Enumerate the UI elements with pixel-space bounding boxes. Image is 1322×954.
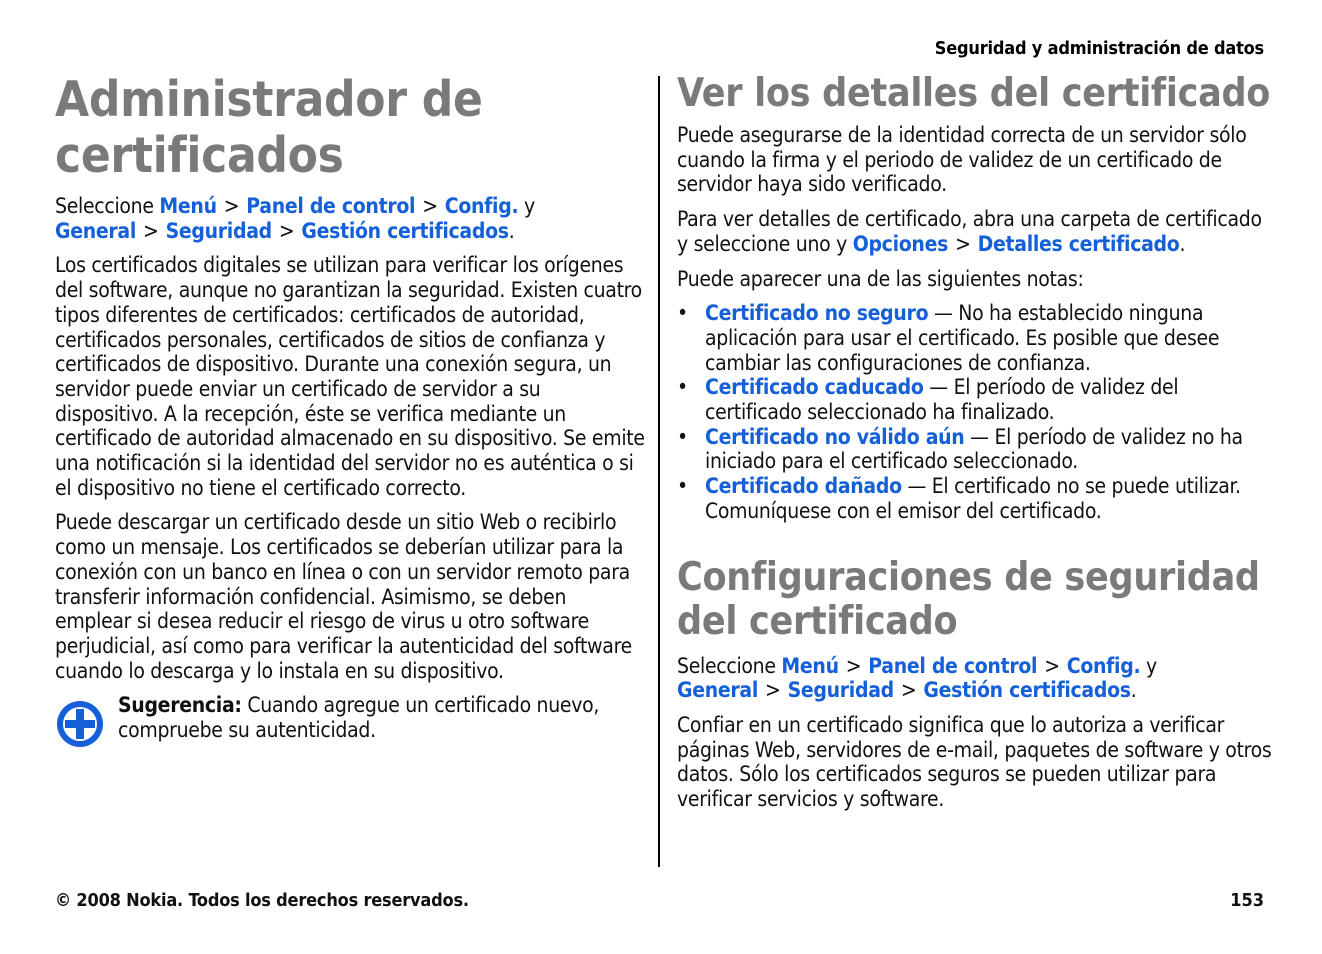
details-paragraph-1: Puede asegurarse de la identidad correcta de un servidor sólo cuando la firma y el periodo de validez de un certificado de servidor haya sido verificado. [677, 123, 1247, 197]
section-heading-details: Ver los detalles del certificado [677, 71, 1271, 116]
nav-separator: > [143, 218, 159, 243]
nav-path [55, 194, 647, 243]
note-desc: — No ha establecido ninguna aplicación para usar el certificado. Es posible que desee cambiar las configuraciones de confianza. [705, 301, 1220, 375]
nav-link-gestion-certificados[interactable]: Gestión certificados [923, 678, 1131, 703]
bullet: • [677, 375, 688, 400]
tip-text [118, 693, 647, 742]
nav-end: . [1130, 678, 1137, 703]
column-divider [658, 76, 660, 867]
notes-list [677, 301, 1277, 523]
nav-separator: > [900, 678, 917, 703]
right-column [677, 72, 1277, 812]
nav-prefix: Seleccione [677, 653, 776, 678]
link-opciones[interactable]: Opciones [852, 231, 949, 256]
plus-circle-icon [55, 699, 105, 749]
nav-separator: > [955, 231, 971, 256]
nav-separator: > [278, 218, 295, 243]
nav-link-general[interactable]: General [677, 678, 759, 703]
note-term[interactable]: Certificado caducado [705, 375, 924, 400]
list-item [677, 375, 1277, 424]
nav-separator: > [1044, 653, 1060, 678]
notes-intro: Puede aparecer una de las siguientes notas: [677, 266, 1084, 291]
nav-link-general[interactable]: General [55, 218, 137, 243]
left-column [55, 72, 647, 743]
nav-path-2 [677, 654, 1277, 703]
note-term[interactable]: Certificado dañado [705, 474, 902, 499]
section-heading-line2: del certificado [677, 598, 958, 644]
footer-copyright: © 2008 Nokia. Todos los derechos reservados. [55, 890, 469, 911]
bullet: • [677, 301, 688, 326]
nav-link-seguridad[interactable]: Seguridad [165, 218, 272, 243]
note-term[interactable]: Certificado no seguro [705, 301, 929, 326]
tip-body: Cuando agregue un certificado nuevo, compruebe su autenticidad. [118, 693, 600, 743]
details-paragraph-2-text: Para ver detalles de certificado, abra una carpeta de certificado y seleccione uno y [677, 207, 1262, 256]
tip-box [55, 693, 647, 742]
nav-link-config[interactable]: Config. [444, 194, 519, 218]
list-item [677, 425, 1277, 474]
note-desc: — El período de validez no ha iniciado para el certificado seleccionado. [705, 424, 1243, 474]
nav-conjunction: y [524, 194, 535, 218]
running-header: Seguridad y administración de datos [934, 38, 1264, 59]
tip-label: Sugerencia: [118, 693, 242, 718]
page-title [55, 72, 647, 184]
nav-link-menu[interactable]: Menú [781, 653, 839, 678]
note-desc: — El certificado no se puede utilizar. Comuníquese con el emisor del certificado. [705, 474, 1241, 523]
page-title-line1: Administrador de [55, 71, 483, 128]
nav-link-panel-de-control[interactable]: Panel de control [246, 194, 416, 218]
list-item [677, 301, 1277, 375]
nav-link-seguridad[interactable]: Seguridad [787, 678, 894, 703]
nav-link-panel-de-control[interactable]: Panel de control [868, 653, 1038, 678]
nav-conjunction: y [1146, 653, 1157, 678]
page-title-line2: certificados [55, 127, 344, 184]
note-term[interactable]: Certificado no válido aún [705, 424, 965, 449]
nav-separator: > [765, 678, 781, 703]
note-desc: — El período de validez del certificado seleccionado ha finalizado. [705, 375, 1179, 425]
page-number: 153 [1230, 890, 1264, 911]
section-heading-line1: Configuraciones de seguridad [677, 554, 1260, 600]
bullet: • [677, 424, 688, 449]
nav-link-gestion-certificados[interactable]: Gestión certificados [301, 218, 509, 243]
nav-separator: > [845, 653, 862, 678]
nav-prefix: Seleccione [55, 194, 154, 218]
list-item [677, 474, 1277, 523]
nav-link-config[interactable]: Config. [1066, 653, 1141, 678]
link-detalles-certificado[interactable]: Detalles certificado [977, 231, 1180, 256]
download-paragraph: Puede descargar un certificado desde un sitio Web o recibirlo como un mensaje. Los certificados se deberían utilizar para la conexión con un banco en línea o con un servidor remoto para transferir información confidencial. Asimismo, se deben emplear si desea reducir el riesgo de virus u otro software perjudicial, así como para verificar la autenticidad del software cuando lo descarga y lo instala en su dispositivo. [55, 510, 632, 683]
nav-separator: > [422, 194, 438, 218]
details-paragraph-2 [677, 207, 1277, 256]
section-heading-security-settings [677, 556, 1277, 644]
nav-link-menu[interactable]: Menú [159, 194, 217, 218]
trust-paragraph: Confiar en un certificado significa que lo autoriza a verificar páginas Web, servidores de e-mail, paquetes de software y otros datos. Sólo los certificados seguros se pueden utilizar para verificar servicios y software. [677, 712, 1272, 812]
nav-end: . [508, 218, 515, 243]
details-paragraph-2-end: . [1179, 231, 1186, 256]
intro-paragraph: Los certificados digitales se utilizan para verificar los orígenes del software, aunque no garantizan la seguridad. Existen cuatro tipos diferentes de certificados: certificados de autoridad, certificados personales, certificados de sitios de confianza y certificados de dispositivo. Durante una conexión segura, un servidor puede enviar un certificado de servidor a su dispositivo. A la recepción, éste se verifica mediante un certificado de autoridad almacenado en su dispositivo. Se emite una notificación si la identidad del servidor no es auténtica o si el dispositivo no tiene el certificado correcto. [55, 253, 645, 500]
bullet: • [677, 474, 688, 499]
nav-separator: > [223, 194, 240, 218]
